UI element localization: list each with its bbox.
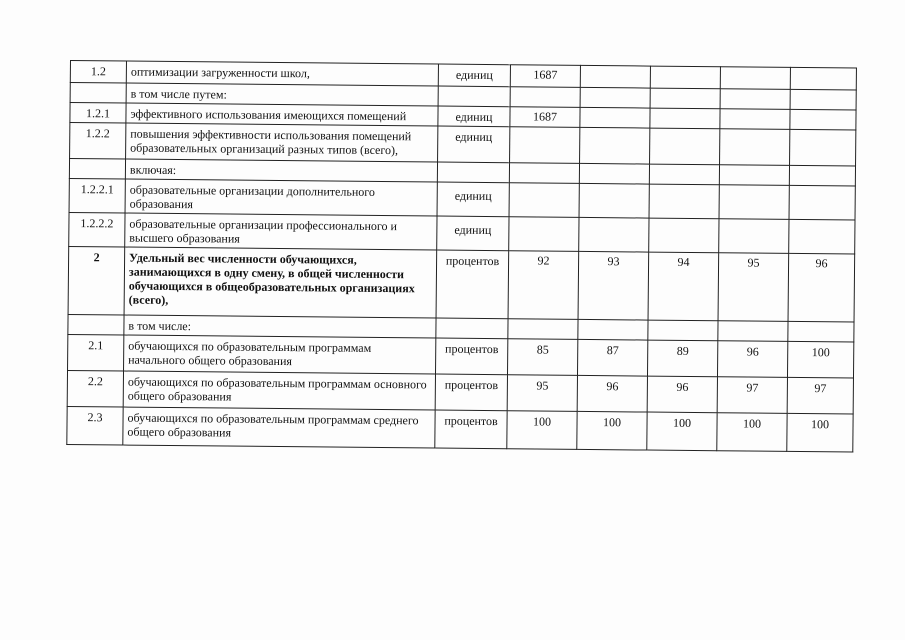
row-unit: процентов — [436, 250, 509, 319]
value-cell — [510, 127, 580, 164]
row-description: эффективного использования имеющихся помещений — [126, 103, 438, 126]
row-description: в том числе: — [124, 315, 436, 338]
row-number: 1.2.2.2 — [69, 212, 125, 247]
value-cell — [580, 87, 650, 108]
value-cell — [650, 88, 720, 109]
value-cell: 100 — [577, 411, 647, 450]
value-cell: 95 — [507, 375, 577, 412]
row-number: 2.2 — [67, 370, 123, 407]
row-number: 1.2.2 — [70, 123, 126, 160]
value-cell: 93 — [578, 251, 649, 320]
value-cell — [650, 108, 720, 129]
value-cell: 94 — [648, 252, 719, 321]
row-unit: единиц — [438, 64, 510, 87]
row-number — [68, 314, 124, 335]
value-cell — [719, 219, 789, 254]
value-cell: 96 — [577, 375, 647, 412]
row-unit — [437, 162, 509, 183]
row-unit: единиц — [438, 126, 510, 163]
row-unit: единиц — [437, 182, 509, 217]
value-cell — [580, 127, 650, 164]
value-cell: 85 — [507, 339, 577, 376]
value-cell: 97 — [787, 377, 853, 414]
value-cell — [790, 67, 856, 90]
value-cell: 100 — [647, 412, 717, 451]
value-cell — [718, 321, 788, 342]
row-number: 1.2 — [70, 61, 126, 84]
value-cell: 92 — [508, 251, 579, 320]
row-unit: процентов — [435, 410, 507, 449]
row-number: 2 — [68, 246, 125, 315]
row-number: 1.2.1 — [70, 103, 126, 124]
value-cell — [789, 165, 855, 186]
value-cell — [789, 219, 855, 254]
value-cell: 1687 — [510, 65, 580, 88]
value-cell — [790, 129, 856, 166]
indicators-table — [66, 60, 857, 453]
row-number: 2.1 — [68, 334, 124, 371]
row-number — [69, 159, 125, 180]
row-number: 1.2.2.1 — [69, 178, 125, 213]
value-cell: 95 — [718, 253, 789, 322]
row-description: в том числе путем: — [126, 83, 438, 106]
value-cell — [648, 320, 718, 341]
row-description: оптимизации загруженности школ, — [126, 61, 438, 86]
value-cell — [508, 319, 578, 340]
value-cell: 87 — [577, 339, 647, 376]
row-description: обучающихся по образовательным программам среднего общего образования — [123, 407, 435, 448]
value-cell: 100 — [787, 341, 853, 378]
table-body — [67, 61, 857, 453]
value-cell — [509, 217, 579, 252]
value-cell — [580, 107, 650, 128]
value-cell: 96 — [788, 253, 855, 322]
row-unit — [436, 318, 508, 339]
row-description: образовательные организации профессионального и высшего образования — [125, 213, 437, 250]
value-cell — [510, 87, 580, 108]
value-cell: 89 — [647, 340, 717, 377]
row-number: 2.3 — [67, 406, 123, 445]
value-cell: 100 — [787, 413, 853, 452]
value-cell: 96 — [647, 376, 717, 413]
row-unit: процентов — [435, 374, 507, 411]
row-description: Удельный вес численности обучающихся, занимающихся в одну смену, в общей численности обучающихся в общеобразовательных организациях (всего), — [124, 247, 437, 318]
row-number — [70, 83, 126, 104]
value-cell — [649, 184, 719, 219]
value-cell: 1687 — [510, 107, 580, 128]
value-cell — [509, 183, 579, 218]
value-cell — [579, 163, 649, 184]
value-cell — [650, 128, 720, 165]
row-description: обучающихся по образовательным программам основного общего образования — [123, 371, 435, 410]
row-unit: единиц — [438, 106, 510, 127]
row-unit: единиц — [437, 216, 509, 251]
value-cell — [788, 321, 854, 342]
row-description: включая: — [125, 159, 437, 182]
row-description: образовательные организации дополнительного образования — [125, 179, 437, 216]
value-cell — [719, 185, 789, 220]
value-cell — [580, 65, 650, 88]
value-cell — [649, 164, 719, 185]
document-table-wrapper — [66, 60, 860, 453]
value-cell — [650, 66, 720, 89]
row-description: обучающихся по образовательным программам начального общего образования — [124, 335, 436, 374]
value-cell — [720, 129, 790, 166]
value-cell — [720, 89, 790, 110]
value-cell — [720, 109, 790, 130]
value-cell: 100 — [717, 413, 787, 452]
value-cell — [579, 183, 649, 218]
value-cell: 96 — [717, 341, 787, 378]
value-cell — [719, 165, 789, 186]
table-row — [68, 246, 855, 322]
value-cell: 97 — [717, 377, 787, 414]
value-cell — [509, 163, 579, 184]
value-cell — [720, 67, 790, 90]
table-row — [67, 406, 853, 452]
row-unit — [438, 86, 510, 107]
value-cell — [790, 89, 856, 110]
value-cell — [789, 185, 855, 220]
value-cell — [649, 218, 719, 253]
row-description: повышения эффективности использования помещений образовательных организаций разных типов (всего), — [126, 123, 438, 162]
value-cell — [578, 319, 648, 340]
value-cell — [790, 109, 856, 130]
value-cell: 100 — [507, 411, 577, 450]
value-cell — [579, 217, 649, 252]
row-unit: процентов — [436, 338, 508, 375]
